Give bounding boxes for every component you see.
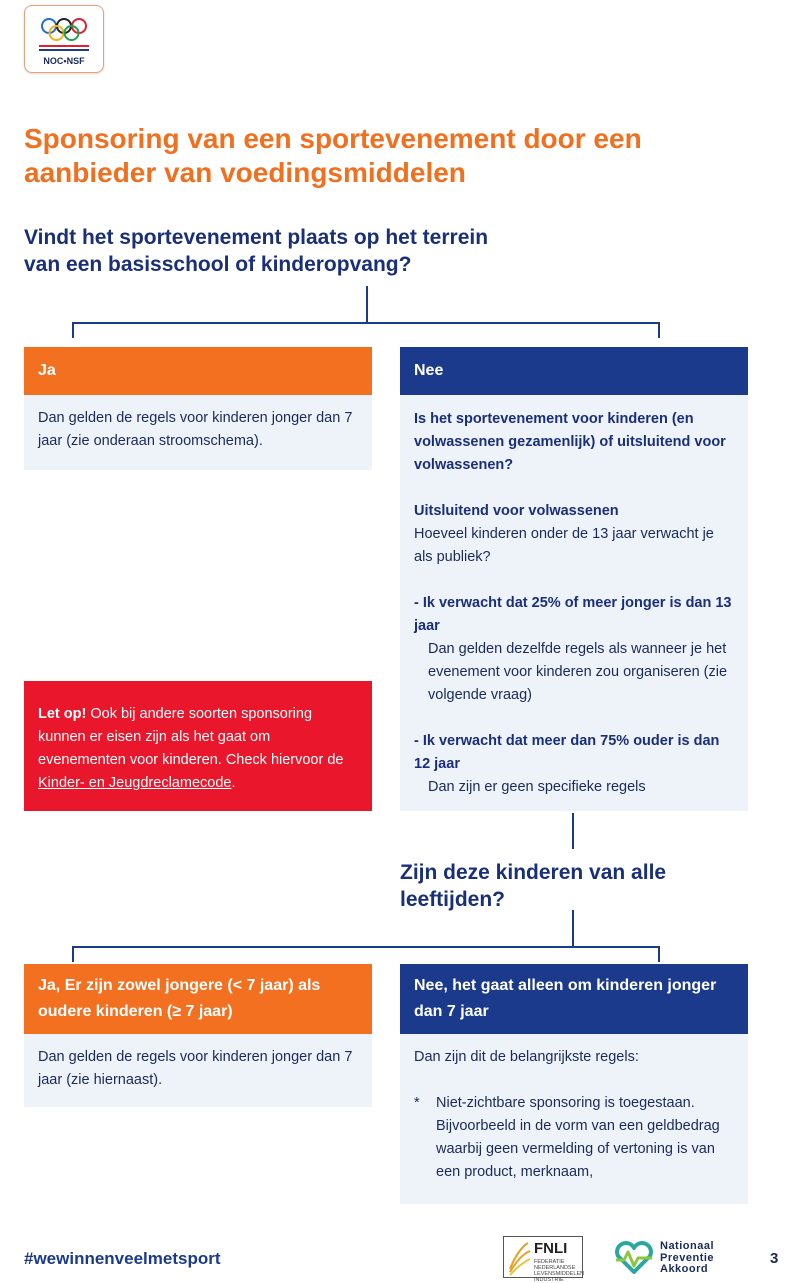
ja2-header: Ja, Er zijn zowel jongere (< 7 jaar) als oudere kinderen (≥ 7 jaar) bbox=[24, 964, 372, 1034]
connector-line bbox=[72, 946, 660, 948]
nee2-body bbox=[400, 1034, 748, 1204]
nee-sub-question: Hoeveel kinderen onder de 13 jaar verwacht je als publiek? bbox=[414, 526, 714, 565]
connector-line bbox=[366, 286, 368, 322]
kinder-jeugdreclamecode-link[interactable]: Kinder- en Jeugdreclamecode bbox=[38, 775, 232, 791]
connector-line bbox=[72, 946, 74, 962]
rules-list bbox=[414, 1092, 734, 1184]
npa-heart-icon bbox=[612, 1240, 656, 1276]
nee-header: Nee bbox=[400, 347, 748, 395]
alert-text: Ook bij andere soorten sponsoring kunnen er eisen zijn als het gaat om evenementen voor kinderen. Check hiervoor de bbox=[38, 706, 344, 768]
nee2-intro: Dan zijn dit de belangrijkste regels: bbox=[414, 1049, 639, 1065]
hashtag: #wewinnenveelmetsport bbox=[24, 1249, 221, 1268]
nee-body bbox=[400, 395, 748, 811]
option-2-title: - Ik verwacht dat meer dan 75% ouder is dan 12 jaar bbox=[414, 733, 720, 772]
option-1-text: Dan gelden dezelfde regels als wanneer je het evenement voor kinderen zou organiseren (zie volgende vraag) bbox=[428, 641, 728, 703]
noc-nsf-logo bbox=[24, 5, 104, 73]
connector-line bbox=[572, 910, 574, 947]
option-2-text: Dan zijn er geen specifieke regels bbox=[428, 779, 646, 795]
fnli-logo bbox=[503, 1236, 585, 1283]
page-number: 3 bbox=[770, 1250, 779, 1267]
alert-strong: Let op! bbox=[38, 706, 87, 722]
ja2-body bbox=[24, 1034, 372, 1107]
ja-body-text: Dan gelden de regels voor kinderen jonger dan 7 jaar (zie onderaan stroomschema). bbox=[38, 410, 353, 449]
option-1-title: - Ik verwacht dat 25% of meer jonger is dan 13 jaar bbox=[414, 595, 732, 634]
alert-end: . bbox=[231, 775, 236, 791]
rule-item: * Niet-zichtbare sponsoring is toegestaan. Bijvoorbeeld in de vorm van een geldbedrag waarbij geen vermelding of vertoning is van een product, merknaam, bbox=[414, 1092, 734, 1184]
fnli-name: FNLI bbox=[534, 1240, 568, 1257]
connector-line bbox=[572, 813, 574, 849]
npa-line-1: Nationaal bbox=[660, 1240, 715, 1252]
connector-line bbox=[658, 322, 660, 338]
question-1: Vindt het sportevenement plaats op het terrein van een basisschool of kinderopvang? bbox=[24, 226, 489, 276]
ja-header: Ja bbox=[24, 347, 372, 395]
ja-body bbox=[24, 395, 372, 470]
fnli-subtitle: FEDERATIE NEDERLANDSE LEVENSMIDDELEN INDUSTRIE bbox=[534, 1259, 585, 1283]
question-2: Zijn deze kinderen van alle leeftijden? bbox=[400, 861, 667, 911]
page-title: Sponsoring van een sportevenement door een aanbieder van voedingsmiddelen bbox=[24, 123, 642, 188]
fnli-wheat-icon bbox=[506, 1239, 532, 1277]
npa-line-3: Akkoord bbox=[660, 1263, 709, 1275]
nee2-header: Nee, het gaat alleen om kinderen jonger dan 7 jaar bbox=[400, 964, 748, 1034]
olympic-rings-icon bbox=[25, 12, 103, 52]
alert-box bbox=[24, 681, 372, 811]
ja2-body-text: Dan gelden de regels voor kinderen jonger dan 7 jaar (zie hiernaast). bbox=[38, 1049, 353, 1088]
npa-line-2: Preventie bbox=[660, 1251, 715, 1264]
nee-question: Is het sportevenement voor kinderen (en volwassenen gezamenlijk) of uitsluitend voor volwassenen? bbox=[414, 411, 726, 473]
nee-sub-title: Uitsluitend voor volwassenen bbox=[414, 503, 619, 519]
npa-logo-text bbox=[660, 1241, 714, 1276]
connector-line bbox=[72, 322, 74, 338]
logo-text: NOC•NSF bbox=[43, 56, 85, 66]
connector-line bbox=[658, 946, 660, 962]
connector-line bbox=[72, 322, 660, 324]
